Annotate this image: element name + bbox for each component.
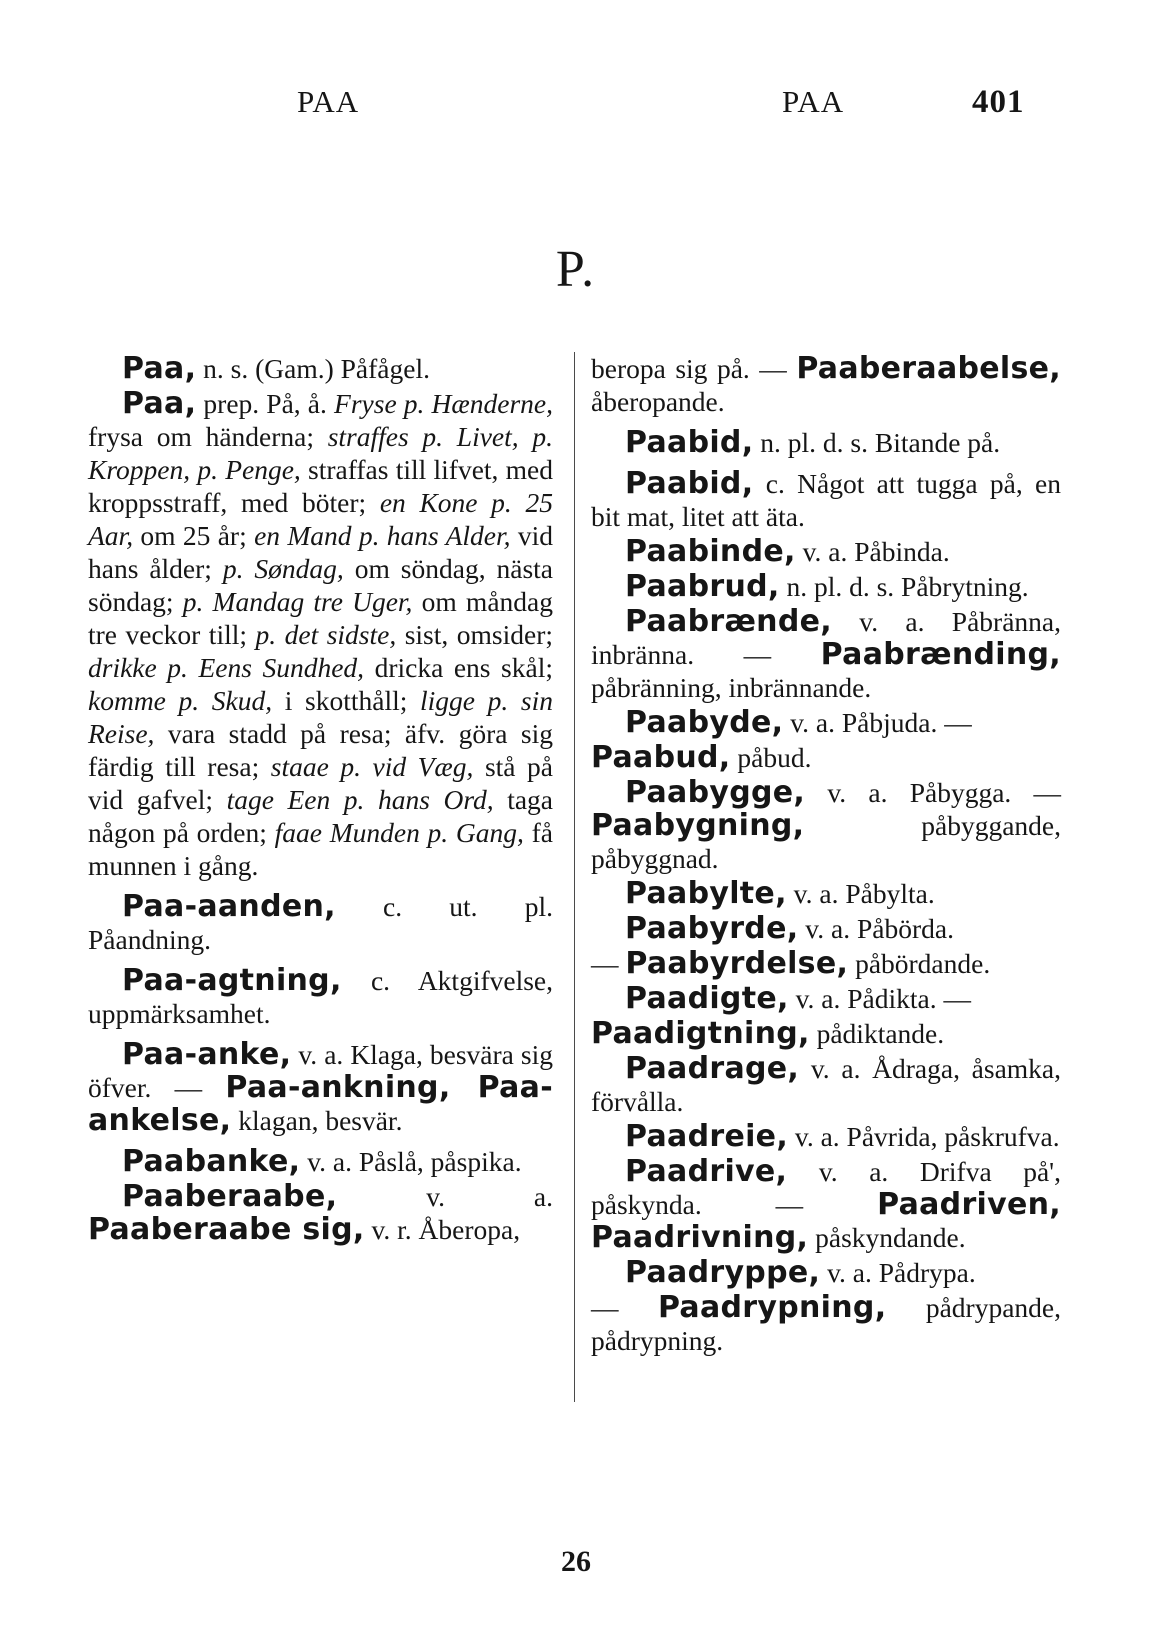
example-phrase: tage Een p. hans Ord,: [226, 784, 494, 815]
headword: Paabygge,: [625, 775, 806, 810]
definition-text: taga någon på orden;: [88, 784, 553, 848]
headword: Paabid,: [625, 425, 754, 460]
sub-headword: Paabygning,: [591, 808, 805, 843]
headword: Paaberaabe,: [122, 1179, 338, 1214]
definition: påbud.: [737, 742, 812, 773]
definition: c. Aktgifvelse, uppmärksamhet.: [88, 965, 553, 1029]
entry-paabyrdelse: [591, 947, 1061, 980]
definition-text: stå på vid gafvel;: [88, 751, 553, 815]
entry-paadigtning: [591, 1017, 1061, 1050]
definition-text: om söndag, nästa söndag;: [88, 553, 553, 617]
definition: c. Något att tugga på, en bit mat, litet att äta.: [591, 468, 1062, 532]
definition-text: beropa sig på. —: [591, 353, 797, 384]
example-phrase: staae p. vid Væg,: [270, 751, 474, 782]
entry-paabraende: [591, 605, 1061, 704]
headword: Paa-anke,: [122, 1037, 292, 1072]
example-phrase: en Kone p. 25 Aar,: [88, 487, 553, 551]
entry-paabyde: [591, 706, 1061, 739]
definition-text: straffas till lifvet, med kroppsstraff, med böter;: [88, 454, 553, 518]
definition-text: —: [591, 1292, 658, 1323]
headword: Paadigte,: [625, 981, 789, 1016]
sub-headword: Paabyrdelse,: [625, 946, 849, 981]
entry-paadrypning: [591, 1291, 1061, 1357]
definition-text: i skotthåll;: [272, 685, 421, 716]
headword: Paadreie,: [625, 1119, 789, 1154]
section-letter-heading: P.: [555, 241, 597, 298]
entry-paabylte: [591, 877, 1061, 910]
definition: v. a. Påbylta.: [793, 878, 935, 909]
example-phrase: ligge p. sin Reise,: [88, 685, 553, 749]
entry-paabud: [591, 741, 1061, 774]
headword: Paabyde,: [625, 705, 784, 740]
definition: v. a. Pådrypa.: [827, 1257, 976, 1288]
definition-text: v. a. Drifva på', påskynda. —: [591, 1156, 1062, 1220]
entry-paadrive: [591, 1155, 1061, 1254]
headword: Paa,: [122, 351, 197, 386]
definition: v. a. Påbjuda. —: [790, 707, 972, 738]
signature-mark: 26: [561, 1545, 591, 1578]
headword: Paa,: [122, 386, 197, 421]
sub-headword: Paadrypning,: [657, 1290, 887, 1325]
headword: Paadrive,: [625, 1154, 788, 1189]
definition-text: påskyndande.: [808, 1222, 966, 1253]
sub-headword: Paadriven, Paadrivning,: [591, 1187, 1061, 1255]
example-phrase: faae Munden p. Gang,: [274, 817, 524, 848]
definition-text: frysa om händerna;: [88, 421, 328, 452]
definition-text: åberopande.: [591, 386, 725, 417]
definition: v. a. Påbörda.: [805, 913, 954, 944]
entry-paabyrde: [591, 912, 1061, 945]
definition: v. a. Påslå, påspika.: [307, 1146, 522, 1177]
example-phrase: p. Søndag,: [222, 553, 344, 584]
definition-text: om måndag tre veckor till;: [88, 586, 553, 650]
entry-paadreie: [591, 1120, 1061, 1153]
headword: Paabylte,: [625, 876, 787, 911]
definition-text: dricka ens skål;: [364, 652, 553, 683]
entry-paadryppe: [591, 1256, 1061, 1289]
headword: Paabrænde,: [625, 604, 832, 639]
definition-text: påbränning, inbrännande.: [591, 672, 872, 703]
definition: c. ut. pl. Påandning.: [88, 891, 553, 955]
definition-text: sist, omsider;: [396, 619, 553, 650]
entry-paa-agtning: [88, 964, 553, 1030]
headword: Paadryppe,: [625, 1255, 821, 1290]
definition: v. a. Pådikta. —: [795, 983, 971, 1014]
headword: Paadrage,: [625, 1051, 800, 1086]
left-column: [88, 352, 553, 1248]
entry-paabrud: [591, 570, 1061, 603]
definition-text: v. a. Påbygga. —: [827, 777, 1061, 808]
entry-paadrage: [591, 1052, 1061, 1118]
headword: Paabyrde,: [625, 911, 799, 946]
definition-text: v. r. Åberopa,: [364, 1214, 521, 1245]
definition: n. pl. d. s. Bitande på.: [760, 427, 1001, 458]
definition-text: prep. På, å.: [203, 388, 335, 419]
entry-paaberaabe: [88, 1180, 553, 1246]
sub-headword: Paa-ankning, Paa-ankelse,: [88, 1070, 553, 1138]
headword: Paa-agtning,: [122, 963, 342, 998]
headword: Paabanke,: [122, 1144, 301, 1179]
running-head-right: PAA: [782, 84, 845, 119]
entry-paadigte: [591, 982, 1061, 1015]
definition-text: om 25 år;: [133, 520, 255, 551]
definition: v. a. Ådraga, åsamka, förvålla.: [591, 1053, 1062, 1117]
definition-text: påbyggande, påbyggnad.: [591, 810, 1061, 874]
entry-paabinde: [591, 535, 1061, 568]
definition: v. a. Påvrida, påskrufva.: [794, 1121, 1060, 1152]
definition: n. pl. d. s. Påbrytning.: [786, 571, 1029, 602]
example-phrase: drikke p. Eens Sundhed,: [88, 652, 365, 683]
example-phrase: p. det sidste,: [255, 619, 397, 650]
definition: pådiktande.: [816, 1018, 945, 1049]
headword: Paabinde,: [625, 534, 796, 569]
entry-paabygge: [591, 776, 1061, 875]
example-phrase: p. Mandag tre Uger,: [182, 586, 413, 617]
headword: Paabid,: [625, 466, 754, 501]
example-phrase: en Mand p. hans Alder,: [254, 520, 511, 551]
definition: n. s. (Gam.) Påfågel.: [203, 353, 430, 384]
definition-text: vara stadd på resa; äfv. göra sig färdig till resa;: [88, 718, 553, 782]
entry-paa-aanden: [88, 890, 553, 956]
entry-paabanke: [88, 1145, 553, 1178]
definition-text: vid hans ålder;: [88, 520, 553, 584]
sub-headword: Paaberaabelse,: [796, 351, 1061, 386]
headword: Paabrud,: [625, 569, 780, 604]
example-phrase: komme p. Skud,: [88, 685, 273, 716]
sub-headword: Paaberaabe sig,: [88, 1212, 365, 1247]
entry-continuation-paaberaabelse: [591, 352, 1061, 418]
definition-text: v. a. Påbränna, inbränna. —: [591, 606, 1061, 670]
page-number: 401: [972, 84, 1025, 120]
definition-text: få munnen i gång.: [88, 817, 554, 881]
sub-headword: Paabrænding,: [820, 637, 1061, 672]
entry-paa-prep: [88, 387, 553, 882]
definition: v. a. Påbinda.: [802, 536, 950, 567]
definition-text: —: [591, 948, 626, 979]
example-phrase: Fryse p. Hænderne,: [334, 388, 553, 419]
headword: Paabud,: [591, 740, 731, 775]
definition-text: klagan, besvär.: [231, 1105, 403, 1136]
definition-text: v. a.: [426, 1181, 553, 1212]
entry-paa-noun: [88, 352, 553, 385]
running-head-left: PAA: [297, 84, 360, 119]
entry-paa-anke: [88, 1038, 553, 1137]
definition-text: påbördande.: [848, 948, 991, 979]
example-phrase: straffes p. Livet, p. Kroppen, p. Penge,: [88, 421, 553, 485]
headword: Paa-aanden,: [122, 889, 336, 924]
entry-paabid-n: [591, 426, 1061, 459]
entry-paabid-c: [591, 467, 1061, 533]
headword: Paadigtning,: [591, 1016, 810, 1051]
right-column: [591, 352, 1061, 1359]
definition-text: v. a. Klaga, besvära sig öfver. —: [88, 1039, 553, 1103]
definition-text: pådrypande, pådrypning.: [591, 1292, 1062, 1356]
column-divider: [574, 352, 575, 1402]
